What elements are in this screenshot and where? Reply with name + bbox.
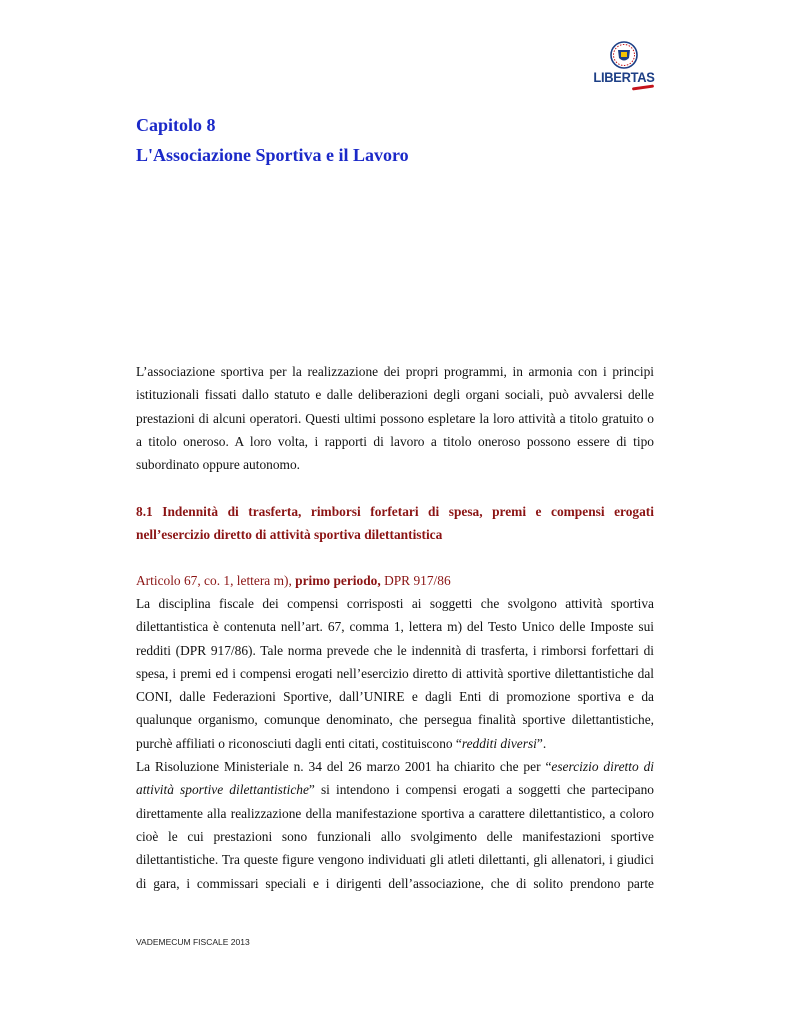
chapter-number: Capitolo 8 [136,115,216,135]
intro-line: prestazioni di alcuni operatori. Questi ultimi possono espletare la loro attività a titolo gratuito o [136,410,654,426]
intro-paragraph [136,360,654,476]
libertas-logo [588,40,660,92]
article-ref-part: DPR 917/86 [380,573,451,588]
body-italic: esercizio diretto di [551,759,654,775]
body-line: di gara, i commissari speciali e i dirigenti dell’associazione, che di solito prendono parte [136,875,654,891]
body-text: ” si intendono i compensi erogati a soggetti che partecipano [308,782,654,798]
body-text: ”. [536,735,547,751]
body-text: purchè affiliati o riconosciuti dagli enti citati, costituiscono “ [136,735,462,751]
article-ref-bold: primo periodo, [295,573,381,588]
body-text: La Risoluzione Ministeriale n. 34 del 26 marzo 2001 ha chiarito che per “ [136,759,552,775]
article-reference-line [136,569,654,592]
logo-text: LIBERTAS [593,69,655,85]
intro-line: a titolo oneroso. A loro volta, i rapporti di lavoro a titolo oneroso possono essere di tipo [136,433,654,449]
section-title [136,500,654,547]
body-line: La disciplina fiscale dei compensi corrisposti ai soggetti che svolgono attività sportiva [136,596,654,611]
intro-line: istituzionali fissati dallo statuto e dalle deliberazioni degli organi sociali, può avvalersi delle [136,387,654,403]
intro-line: subordinato oppure autonomo. [136,457,301,473]
article-ref-part: Articolo 67, co. 1, lettera m), [136,573,296,588]
page-footer: VADEMECUM FISCALE 2013 [136,937,250,947]
body-line: dilettantistiche. Tra queste figure vengono individuati gli atleti dilettanti, gli allenatori, i giudici [136,852,654,868]
body-line: dilettantistica è contenuta nell’art. 67, comma 1, lettera m) del Testo Unico delle Imposte sui [136,619,654,635]
body-line: direttamente alla realizzazione della manifestazione sportiva a carattere dilettantistico, a coloro [136,805,654,821]
section-title-line: nell’esercizio diretto di attività sportiva dilettantistica [136,527,443,543]
body-line [136,778,654,801]
body-line [136,755,654,778]
body-line [136,732,654,755]
body-line: cioè le cui prestazioni sono funzionali allo svolgimento delle manifestazioni sportive [136,828,654,844]
article-reference [136,569,654,592]
section-title-line: 8.1 Indennità di trasferta, rimborsi forfetari di spesa, premi e compensi erogati [136,504,654,519]
chapter-title: L'Associazione Sportiva e il Lavoro [136,145,409,165]
body-line: CONI, dalle Federazioni Sportive, dall’UNIRE e dagli Enti di promozione sportiva e da [136,689,654,705]
body-italic: redditi diversi [461,735,537,751]
logo-swoosh [632,84,654,90]
body-line: redditi (DPR 917/86). Tale norma prevede che le indennità di trasferta, i rimborsi forfettari di [136,642,654,658]
body-line: spesa, i premi ed i compensi erogati nell’esercizio diretto di attività sportive dilettantistiche dal [136,665,654,681]
libertas-emblem-icon [608,40,640,70]
intro-line: L’associazione sportiva per la realizzazione dei propri programmi, in armonia con i principi [136,364,654,379]
body-line: qualunque organismo, comunque denominato, che persegua finalità sportive dilettantistiche, [136,712,654,728]
body-paragraph [136,592,654,895]
body-italic: attività sportive dilettantistiche [136,782,309,798]
